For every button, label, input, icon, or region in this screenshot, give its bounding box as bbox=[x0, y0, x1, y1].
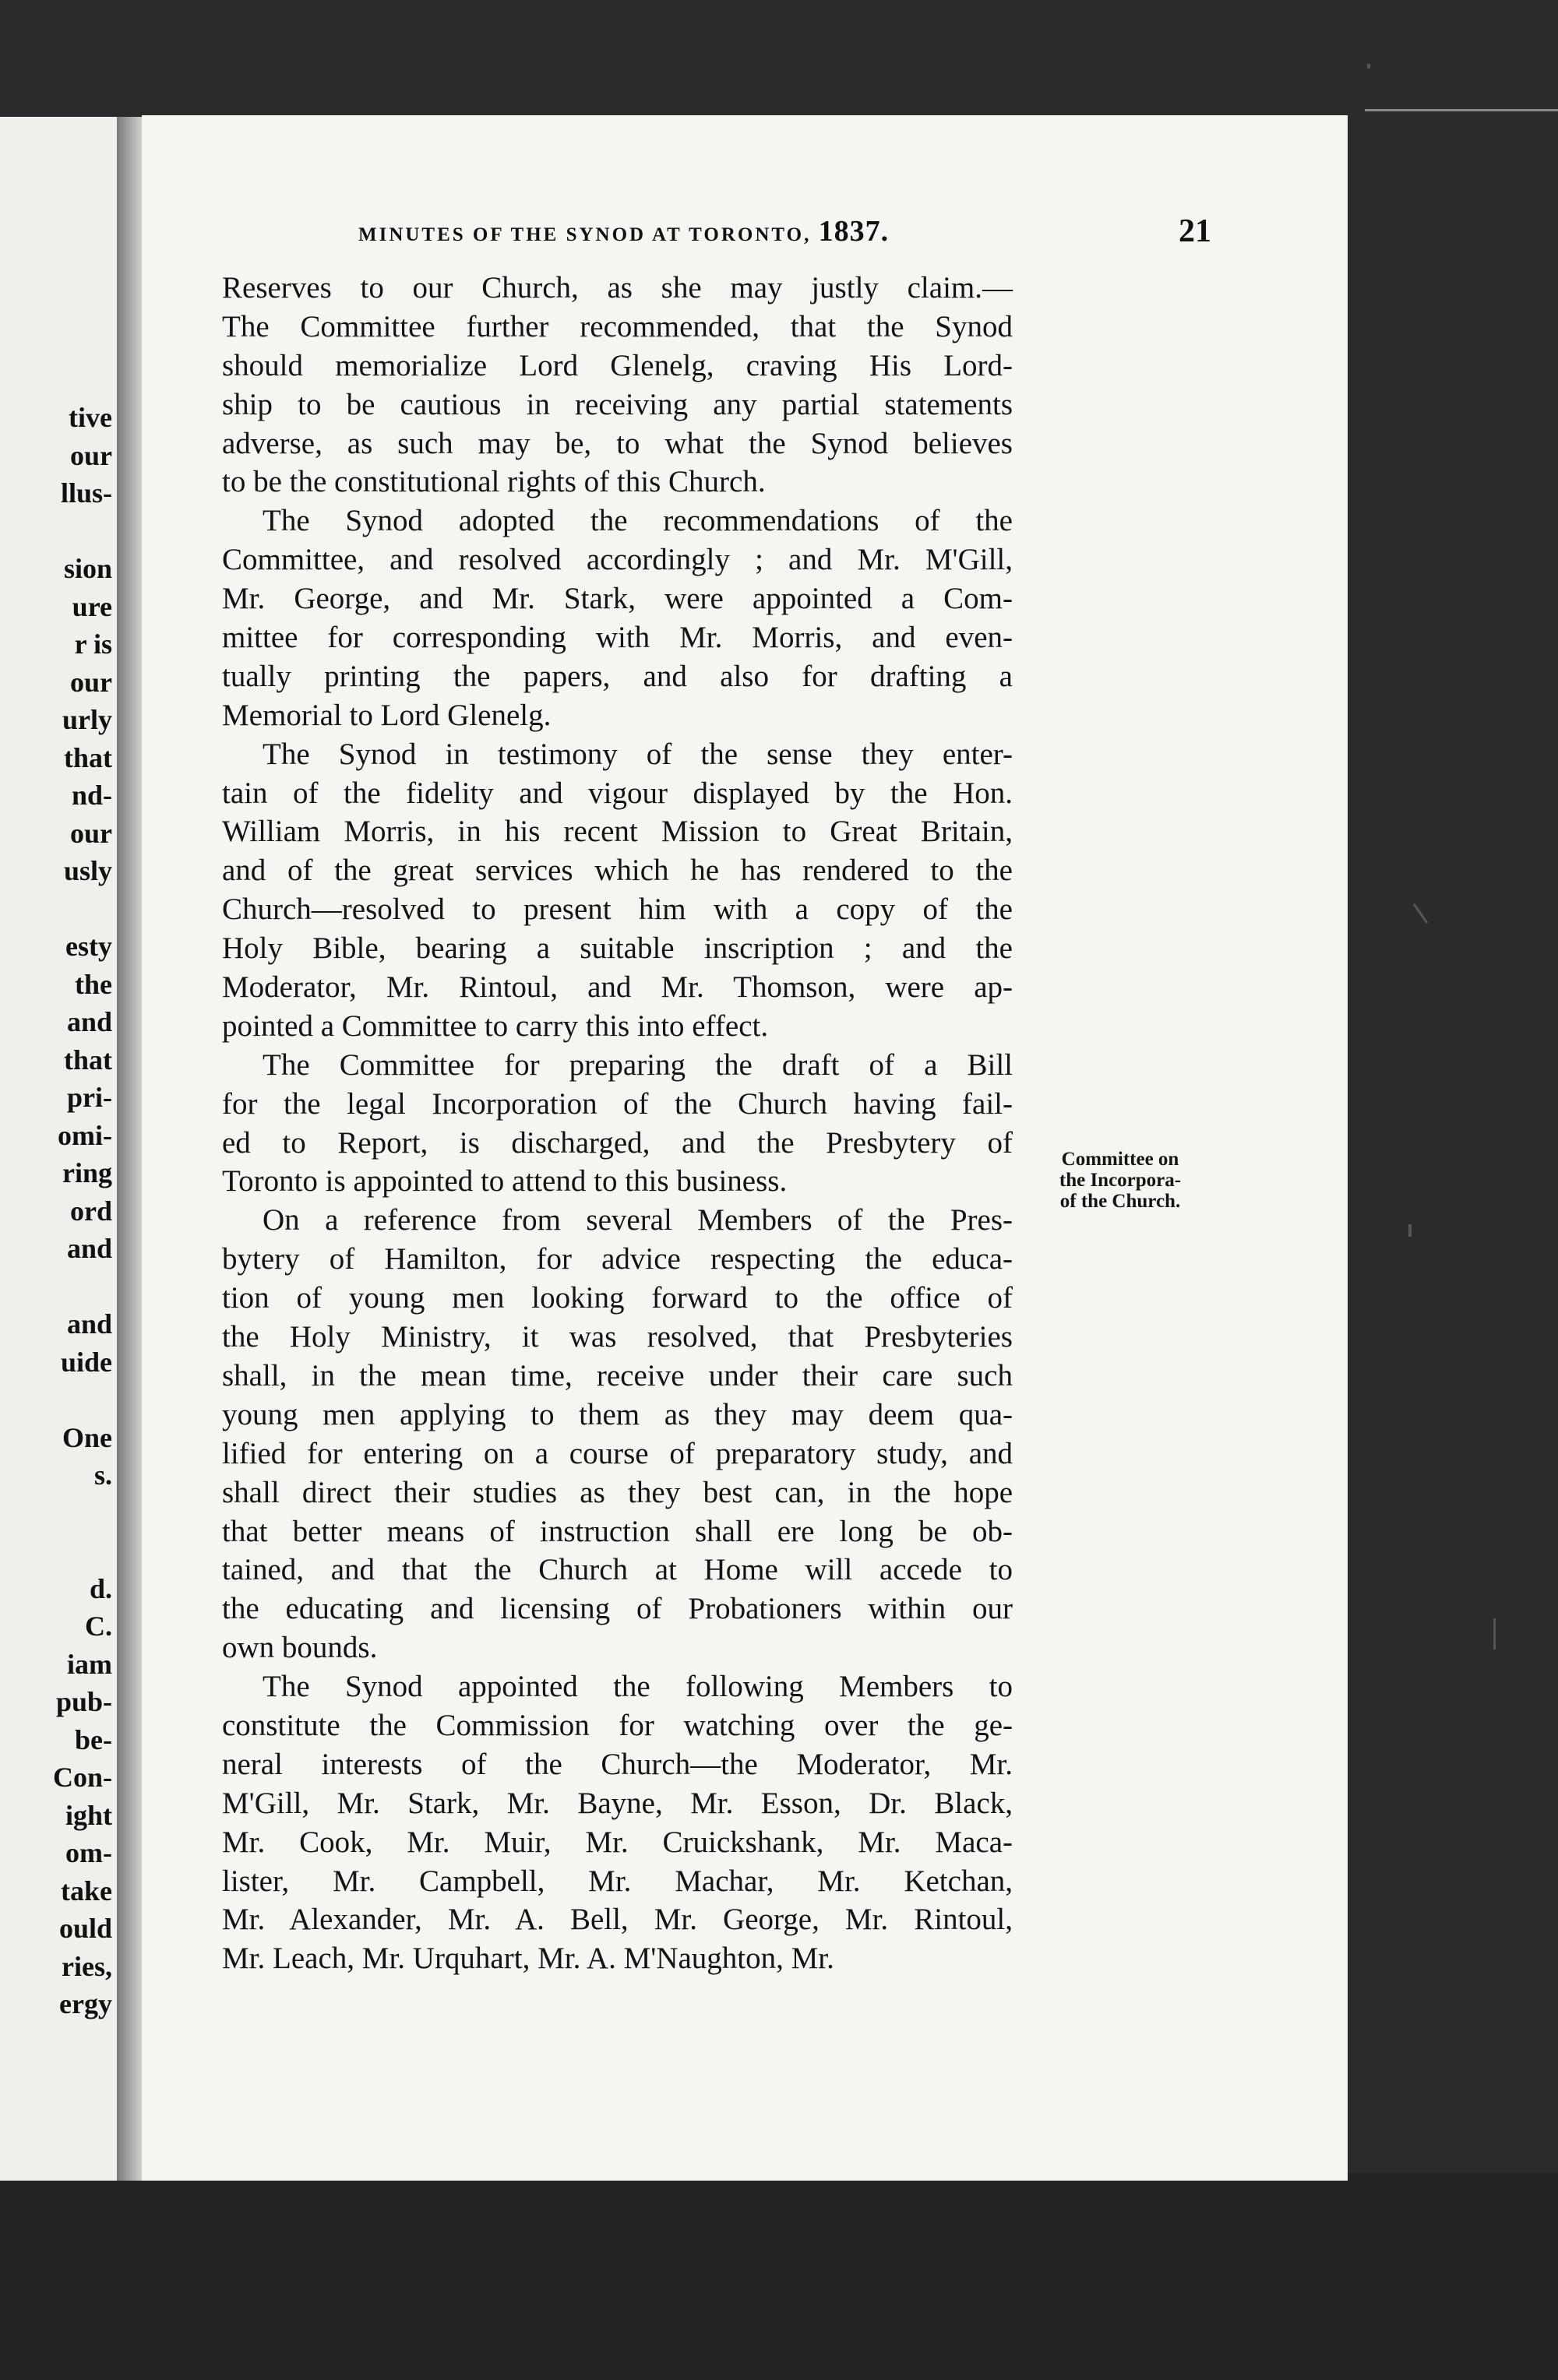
facing-page-fragment bbox=[53, 1532, 112, 1570]
facing-page-fragment: llus- bbox=[60, 477, 112, 509]
facing-page-fragment: be- bbox=[75, 1723, 112, 1755]
binding-gutter bbox=[117, 117, 142, 2181]
text-line: Moderator, Mr. Rintoul, and Mr. Thomson, were ap- bbox=[222, 970, 1013, 1005]
text-line: own bounds. bbox=[222, 1631, 378, 1665]
facing-page-fragment: and bbox=[66, 1233, 112, 1264]
text-line: M'Gill, Mr. Stark, Mr. Bayne, Mr. Esson, Dr. Black, bbox=[222, 1786, 1013, 1820]
facing-page-fragment: the bbox=[75, 968, 112, 1000]
facing-page-fragment: C. bbox=[85, 1611, 112, 1642]
running-title-year: 1837. bbox=[818, 215, 890, 248]
scan-background-bottom bbox=[0, 2173, 1558, 2380]
facing-page-fragment: ould bbox=[58, 1913, 112, 1944]
facing-page-fragment: esty bbox=[65, 931, 112, 962]
facing-page-fragment: and bbox=[66, 1308, 112, 1340]
text-line: Mr. George, and Mr. Stark, were appointed a Com- bbox=[222, 582, 1013, 616]
facing-page-text bbox=[53, 399, 112, 2023]
facing-page-edge bbox=[0, 117, 117, 2181]
scan-speck bbox=[1493, 1618, 1496, 1649]
text-line: The Committee for preparing the draft of a Bill bbox=[263, 1047, 1013, 1082]
facing-page-fragment: ord bbox=[70, 1195, 112, 1227]
scan-speck bbox=[1408, 1224, 1412, 1237]
text-line: the educating and licensing of Probationers within our bbox=[222, 1592, 1013, 1626]
facing-page-fragment: Con- bbox=[52, 1762, 112, 1793]
facing-page-fragment: that bbox=[64, 741, 112, 773]
text-line: The Committee further recommended, that the Synod bbox=[222, 309, 1013, 343]
facing-page-fragment: ure bbox=[72, 590, 112, 622]
scan-speck bbox=[1367, 64, 1370, 69]
text-line: The Synod appointed the following Members to bbox=[263, 1670, 1013, 1704]
text-line: Holy Bible, bearing a suitable inscription ; and the bbox=[222, 931, 1013, 966]
text-line: tain of the fidelity and vigour displayed by the Hon. bbox=[222, 776, 1013, 810]
text-line: Committee, and resolved accordingly ; and Mr. M'Gill, bbox=[222, 543, 1013, 577]
text-line: young men applying to them as they may deem qua- bbox=[222, 1397, 1013, 1431]
running-title bbox=[358, 212, 889, 255]
scan-background-top bbox=[0, 0, 1558, 117]
scan-background-right bbox=[1348, 0, 1558, 2380]
text-line: that better means of instruction shall ere long be ob- bbox=[222, 1514, 1013, 1548]
facing-page-fragment: r is bbox=[74, 628, 112, 660]
marginal-note-line: the Incorpora- bbox=[1059, 1170, 1182, 1191]
text-line: adverse, as such may be, to what the Synod believes bbox=[222, 426, 1013, 460]
facing-page-fragment: that bbox=[64, 1044, 112, 1076]
text-line: Church—resolved to present him with a copy of the bbox=[222, 892, 1013, 927]
marginal-note-line: Committee on bbox=[1061, 1149, 1179, 1170]
text-line: ship to be cautious in receiving any partial statements bbox=[222, 387, 1013, 421]
facing-page-fragment: omi- bbox=[58, 1119, 112, 1151]
text-line: bytery of Hamilton, for advice respecting the educa- bbox=[222, 1242, 1013, 1276]
facing-page-fragment: pub- bbox=[55, 1686, 112, 1717]
page-body bbox=[222, 269, 1013, 1978]
text-line: Memorial to Lord Glenelg. bbox=[222, 698, 552, 732]
facing-page-fragment: pri- bbox=[67, 1082, 112, 1113]
scan-edge-line bbox=[1365, 109, 1558, 111]
facing-page-fragment: sion bbox=[63, 553, 112, 584]
text-line: pointed a Committee to carry this into effect. bbox=[222, 1009, 769, 1043]
facing-page-fragment: and bbox=[66, 1006, 112, 1037]
text-line: to be the constitutional rights of this Church. bbox=[222, 465, 766, 499]
marginal-note-line: of the Church. bbox=[1059, 1191, 1181, 1212]
facing-page-fragment: our bbox=[70, 817, 112, 849]
text-line: should memorialize Lord Glenelg, craving His Lord- bbox=[222, 348, 1013, 382]
facing-page-fragment: tive bbox=[69, 402, 112, 433]
text-line: and of the great services which he has rendered to the bbox=[222, 854, 1013, 888]
facing-page-fragment bbox=[53, 512, 112, 551]
text-line: ed to Report, is discharged, and the Presbytery of bbox=[222, 1125, 1013, 1160]
facing-page-fragment: iam bbox=[67, 1648, 112, 1680]
facing-page-fragment: take bbox=[61, 1875, 112, 1906]
text-line: Reserves to our Church, as she may justly claim.— bbox=[222, 271, 1013, 305]
running-title-text: MINUTES OF THE SYNOD AT TORONTO, bbox=[358, 224, 812, 245]
text-line: On a reference from several Members of the Pres- bbox=[263, 1203, 1013, 1238]
facing-page-fragment: nd- bbox=[71, 780, 112, 811]
text-line: The Synod in testimony of the sense they enter- bbox=[263, 737, 1013, 771]
text-line: the Holy Ministry, it was resolved, that Presbyteries bbox=[222, 1320, 1013, 1354]
facing-page-fragment bbox=[53, 1381, 112, 1419]
facing-page-fragment bbox=[53, 1495, 112, 1533]
text-line: shall direct their studies as they best can, in the hope bbox=[222, 1475, 1013, 1509]
facing-page-fragment: urly bbox=[62, 704, 112, 735]
text-line: shall, in the mean time, receive under their care such bbox=[222, 1358, 1013, 1392]
facing-page-fragment: One bbox=[62, 1421, 112, 1453]
marginal-note bbox=[1027, 1149, 1214, 1212]
facing-page-fragment: our bbox=[70, 666, 112, 698]
facing-page-fragment: ring bbox=[62, 1157, 112, 1188]
text-line: neral interests of the Church—the Moderator, Mr. bbox=[222, 1747, 1013, 1781]
text-line: Toronto is appointed to attend to this business. bbox=[222, 1164, 788, 1199]
facing-page-fragment: d. bbox=[89, 1572, 112, 1604]
text-line: mittee for corresponding with Mr. Morris, and even- bbox=[222, 621, 1013, 655]
text-line: tion of young men looking forward to the office of bbox=[222, 1281, 1013, 1315]
facing-page-fragment: ries, bbox=[62, 1950, 112, 1982]
text-line: constitute the Commission for watching over the ge- bbox=[222, 1708, 1013, 1742]
facing-page-fragment bbox=[53, 1268, 112, 1306]
text-line: tained, and that the Church at Home will accede to bbox=[222, 1553, 1013, 1587]
facing-page-fragment: ergy bbox=[59, 1988, 112, 2019]
text-line: The Synod adopted the recommendations of the bbox=[263, 504, 1013, 538]
text-line: Mr. Cook, Mr. Muir, Mr. Cruickshank, Mr. Maca- bbox=[222, 1825, 1013, 1859]
running-header bbox=[222, 212, 1211, 251]
text-line: William Morris, in his recent Mission to Great Britain, bbox=[222, 815, 1013, 849]
text-line: tually printing the papers, and also for drafting a bbox=[222, 659, 1013, 693]
text-line: lified for entering on a course of preparatory study, and bbox=[222, 1436, 1013, 1470]
page-number: 21 bbox=[1179, 213, 1211, 249]
text-line: Mr. Alexander, Mr. A. Bell, Mr. George, Mr. Rintoul, bbox=[222, 1903, 1013, 1937]
facing-page-fragment: s. bbox=[93, 1459, 112, 1491]
facing-page-fragment bbox=[53, 890, 112, 928]
text-line: for the legal Incorporation of the Church having fail- bbox=[222, 1086, 1013, 1121]
text-line: lister, Mr. Campbell, Mr. Machar, Mr. Ketchan, bbox=[222, 1864, 1013, 1898]
facing-page-fragment: our bbox=[70, 439, 112, 471]
text-line: Mr. Leach, Mr. Urquhart, Mr. A. M'Naughton, Mr. bbox=[222, 1942, 834, 1976]
facing-page-fragment: om- bbox=[65, 1837, 112, 1868]
facing-page-fragment: usly bbox=[63, 855, 112, 886]
facing-page-fragment: uide bbox=[60, 1346, 112, 1378]
facing-page-fragment: ight bbox=[65, 1799, 112, 1831]
